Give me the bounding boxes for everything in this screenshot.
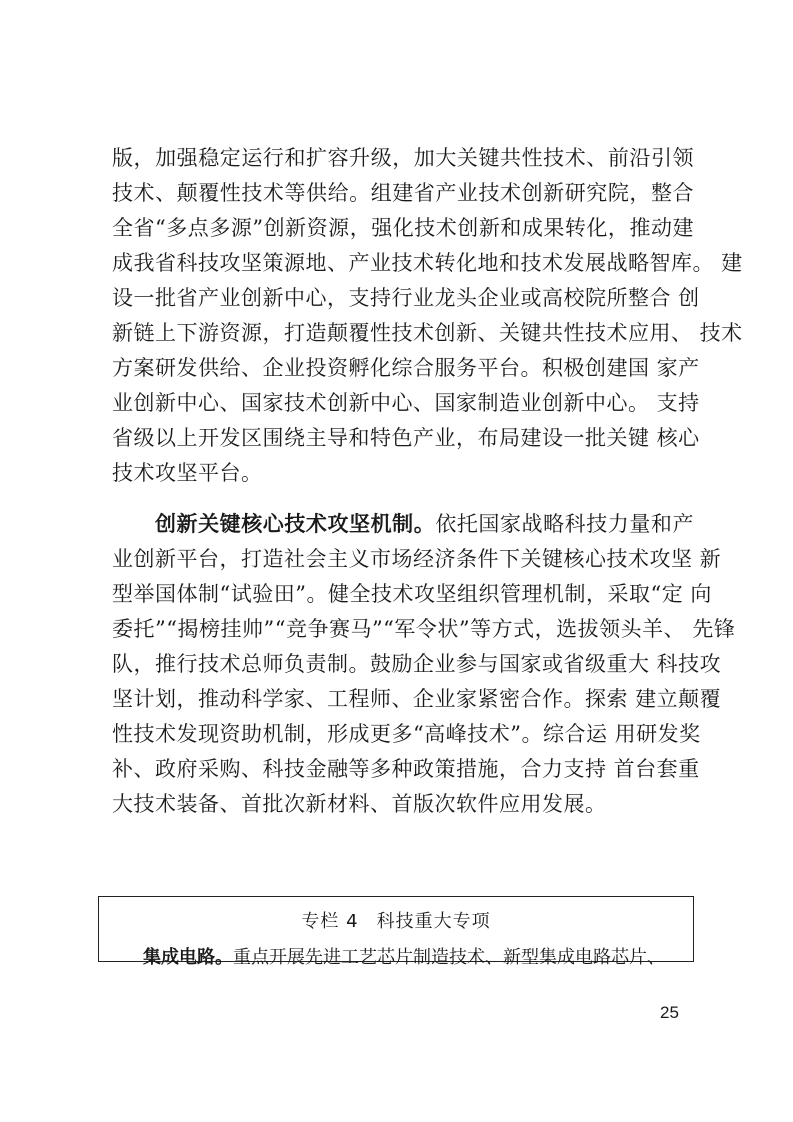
special-column-title: [99, 911, 693, 933]
paragraph1-line-7: 方案研发供给、企业投资孵化综合服务平台。积极创建国 家产: [112, 356, 700, 380]
paragraph1-line-4: 成我省科技攻坚策源地、产业技术转化地和技术发展战略智库。 建: [112, 251, 743, 275]
paragraph2-line-3: 型举国体制“试验田”。健全技术攻坚组织管理机制，采取“定 向: [112, 582, 712, 606]
paragraph2-line-2: 业创新平台，打造社会主义市场经济条件下关键核心技术攻坚 新: [112, 547, 722, 571]
page-number: 25: [660, 1003, 679, 1022]
paragraph1-line-8: 业创新中心、国家技术创新中心、国家制造业创新中心。 支持: [112, 391, 700, 415]
special-column-item-text: 重点开展先进工艺芯片制造技术、新型集成电路芯片、: [233, 947, 665, 968]
paragraph2-line-4: 委托”“揭榜挂帅”“竞争赛马”“军令状”等方式，选拔领头羊、 先锋: [112, 617, 736, 641]
paragraph2-line-6: 坚计划，推动科学家、工程师、企业家紧密合作。探索 建立颠覆: [112, 687, 722, 711]
paragraph2-line-7: 性技术发现资助机制，形成更多“高峰技术”。综合运 用研发奖: [112, 722, 701, 746]
paragraph1-line-2: 技术、颠覆性技术等供给。组建省产业技术创新研究院，整合: [112, 181, 694, 205]
paragraph1-line-10: 技术攻坚平台。: [112, 461, 263, 485]
paragraph2-line-5: 队，推行技术总师负责制。鼓励企业参与国家或省级重大 科技攻: [112, 652, 722, 676]
special-column-item-heading: 集成电路。: [143, 947, 233, 968]
paragraph1-line-3: 全省“多点多源”创新资源，强化技术创新和成果转化，推动建: [112, 216, 694, 240]
special-column-first-line: [143, 947, 665, 969]
paragraph1-line-9: 省级以上开发区围绕主导和特色产业，布局建设一批关键 核心: [112, 426, 700, 450]
paragraph2-line-9: 大技术装备、首批次新材料、首版次软件应用发展。: [112, 792, 607, 816]
paragraph2-heading: 创新关键核心技术攻坚机制。: [155, 511, 436, 536]
paragraph2-first-line-text: 依托国家战略科技力量和产: [435, 512, 694, 536]
special-column-number: 专栏 4: [301, 911, 359, 932]
special-column-box: [98, 896, 694, 968]
paragraph2-line-8: 补、政府采购、科技金融等多种政策措施，合力支持 首台套重: [112, 757, 700, 781]
special-column-title-text: 科技重大专项: [376, 911, 491, 932]
paragraph1-line-6: 新链上下游资源，打造颠覆性技术创新、关键共性技术应用、 技术: [112, 321, 743, 345]
paragraph2-first-line: [155, 509, 694, 539]
paragraph1-line-1: 版，加强稳定运行和扩容升级，加大关键共性技术、前沿引领: [112, 146, 694, 170]
paragraph1-line-5: 设一批省产业创新中心，支持行业龙头企业或高校院所整合 创: [112, 286, 700, 310]
